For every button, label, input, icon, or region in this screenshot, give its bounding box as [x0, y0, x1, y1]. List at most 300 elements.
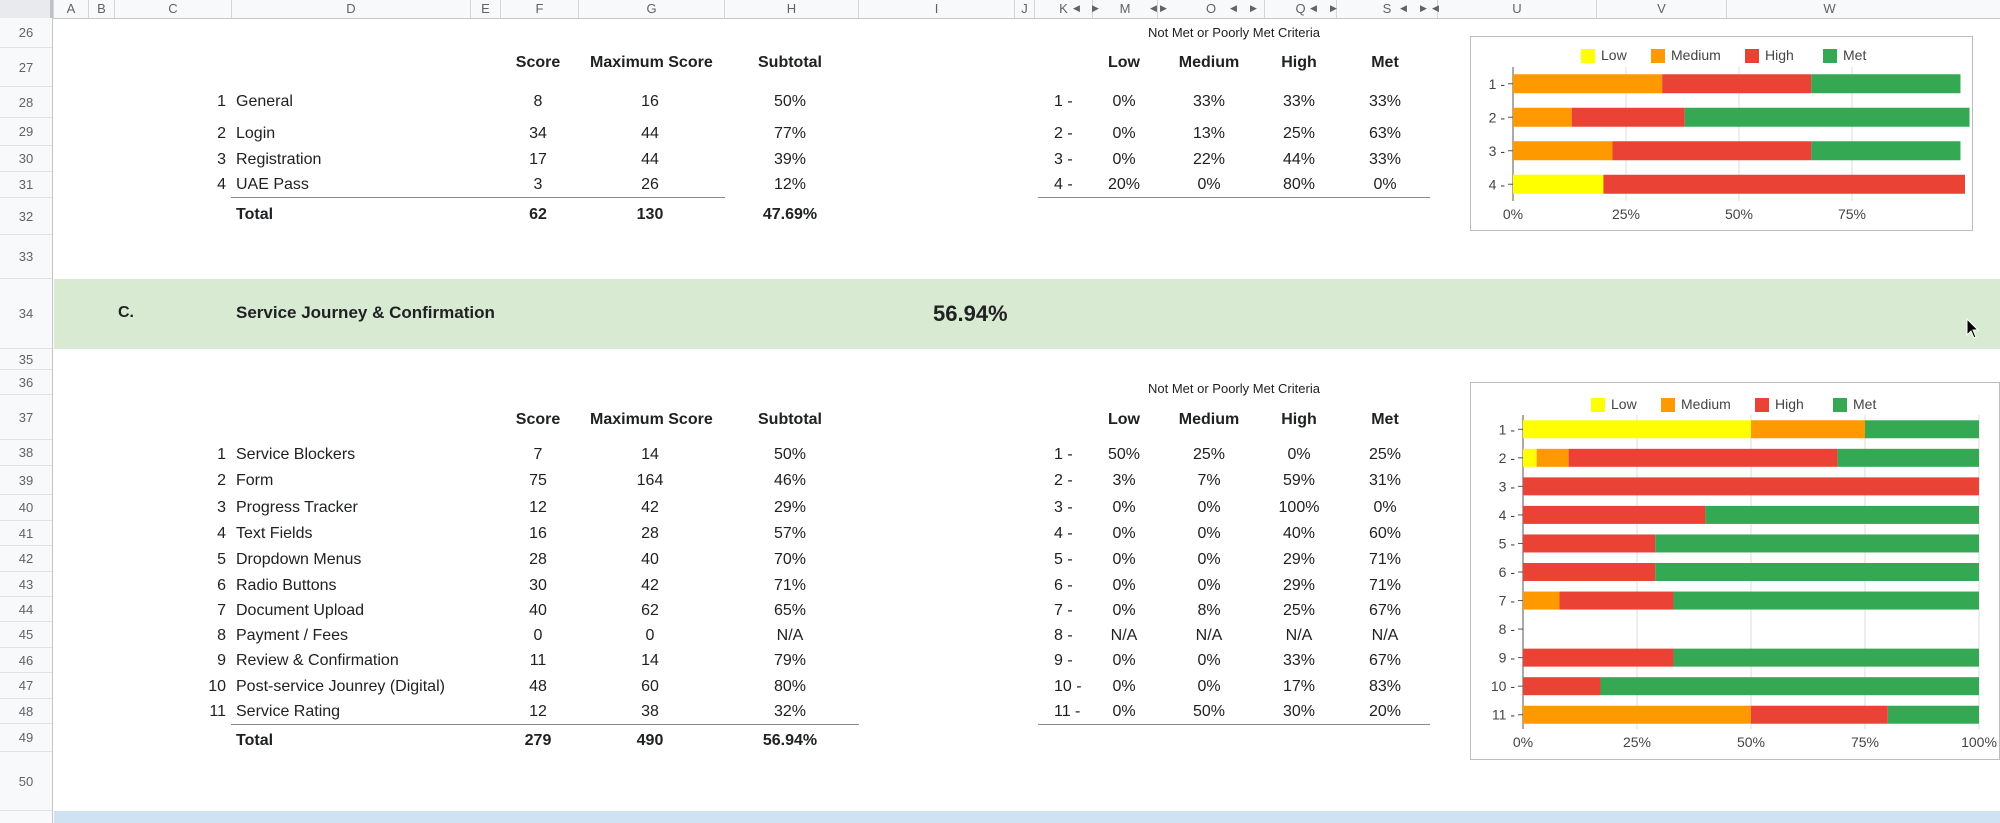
section-letter: C.: [118, 304, 134, 321]
section1-criteria-caption: Not Met or Poorly Met Criteria: [1148, 25, 1320, 40]
row-header-42[interactable]: 42: [0, 546, 52, 572]
bar-high: [1612, 141, 1811, 160]
section2-item-max: 164: [636, 472, 664, 489]
section2-header-high: High: [1281, 411, 1317, 428]
y-tick-label: 11 -: [1491, 706, 1515, 723]
section1-header-low: Low: [1108, 54, 1140, 71]
section2-header-medium: Medium: [1178, 411, 1240, 428]
section1-item-name: Registration: [236, 151, 322, 168]
section2-item-index: 4 -: [1054, 525, 1073, 542]
section2-item-subtotal: 29%: [773, 499, 807, 516]
section2-item-name: Progress Tracker: [236, 499, 358, 516]
section1-header-score: Score: [515, 54, 561, 71]
row-header-37[interactable]: 37: [0, 395, 52, 440]
chart-2-container[interactable]: [1470, 382, 2000, 760]
section1-item-score: 8: [533, 93, 543, 110]
section1-item-subtotal: 50%: [773, 93, 807, 110]
section2-item-name: Review & Confirmation: [236, 652, 399, 669]
legend-label-met: Met: [1843, 47, 1867, 63]
x-tick-label: 0%: [1512, 734, 1534, 750]
bar-high: [1523, 477, 1979, 495]
column-header-q[interactable]: Q: [1264, 0, 1336, 18]
section2-item-medium: 25%: [1192, 446, 1226, 463]
row-header-33[interactable]: 33: [0, 235, 52, 279]
x-tick-label: 0%: [1502, 206, 1524, 222]
row-header-46[interactable]: 46: [0, 648, 52, 673]
legend-label-low: Low: [1611, 396, 1637, 412]
bar-high: [1603, 175, 1965, 194]
bar-met: [1655, 534, 1979, 552]
section2-item-number: 8: [217, 627, 226, 644]
column-header-h[interactable]: H: [724, 0, 858, 18]
column-header-d[interactable]: D: [231, 0, 470, 18]
legend-swatch: [1591, 398, 1605, 412]
bar-high: [1523, 534, 1655, 552]
section2-total-label: Total: [236, 732, 274, 749]
column-header-s[interactable]: S: [1336, 0, 1437, 18]
section1-item-name: General: [236, 93, 293, 110]
section1-header-met: Met: [1371, 54, 1399, 71]
section1-total-subtotal: 47.69%: [762, 206, 818, 223]
y-tick-label: 3 -: [1498, 478, 1515, 495]
section1-item-index: 3 -: [1054, 151, 1073, 168]
y-tick-label: 8 -: [1498, 621, 1515, 638]
section2-item-max: 60: [641, 678, 659, 695]
legend-swatch: [1755, 398, 1769, 412]
y-tick-label: 6 -: [1498, 564, 1515, 580]
section2-total-subtotal: 56.94%: [762, 732, 818, 749]
chart-1: [1471, 37, 1974, 232]
row-header-31[interactable]: 31: [0, 172, 52, 198]
section1-item-high: 33%: [1282, 93, 1316, 110]
section1-item-max: 44: [641, 151, 659, 168]
section1-item-low: 0%: [1112, 125, 1136, 142]
bar-high: [1523, 563, 1655, 581]
bar-met: [1865, 420, 1979, 438]
section2-item-number: 3: [217, 499, 226, 516]
x-tick-label: 100%: [1961, 734, 1997, 750]
section2-item-met: 60%: [1368, 525, 1402, 542]
chart-1-container[interactable]: [1470, 36, 1973, 231]
legend-label-high: High: [1765, 47, 1794, 63]
y-tick-label: 4 -: [1498, 506, 1515, 523]
row-header-bar: [0, 18, 53, 823]
section2-item-index: 10 -: [1054, 678, 1082, 695]
expand-arrow-icon[interactable]: ▶: [1420, 3, 1427, 13]
row-header-48[interactable]: 48: [0, 699, 52, 724]
column-header-i[interactable]: I: [858, 0, 1014, 18]
section2-item-medium: 7%: [1197, 472, 1221, 489]
section1-item-met: 33%: [1368, 151, 1402, 168]
section1-item-met: 33%: [1368, 93, 1402, 110]
bar-medium: [1523, 706, 1751, 724]
section2-item-index: 1 -: [1054, 446, 1073, 463]
bar-high: [1569, 449, 1838, 467]
section2-item-number: 7: [217, 602, 226, 619]
section2-item-high: 30%: [1282, 703, 1316, 720]
bar-high: [1559, 592, 1673, 610]
section2-item-high: 25%: [1282, 602, 1316, 619]
section2-item-subtotal: 70%: [773, 551, 807, 568]
section1-item-met: 0%: [1373, 176, 1397, 193]
section2-item-medium: 0%: [1197, 652, 1221, 669]
section2-item-max: 28: [641, 525, 659, 542]
column-header-a[interactable]: A: [53, 0, 88, 18]
section1-item-index: 1 -: [1054, 93, 1073, 110]
expand-arrow-icon[interactable]: ▶: [1160, 3, 1167, 13]
section1-criteria-divider: [1038, 197, 1430, 198]
row-header-47[interactable]: 47: [0, 673, 52, 699]
section2-item-max: 40: [641, 551, 659, 568]
section2-header-low: Low: [1108, 411, 1140, 428]
section2-item-name: Post-service Jounrey (Digital): [236, 678, 445, 695]
section2-item-number: 9: [217, 652, 226, 669]
section2-item-subtotal: 71%: [773, 577, 807, 594]
expand-arrow-icon[interactable]: ▶: [1092, 3, 1099, 13]
section2-item-number: 11: [209, 703, 226, 720]
section2-item-high: 33%: [1282, 652, 1316, 669]
section2-item-score: 16: [529, 525, 547, 542]
section1-header-subtotal: Subtotal: [758, 54, 822, 71]
collapse-arrow-icon[interactable]: ◀: [1432, 3, 1439, 13]
section1-item-high: 80%: [1282, 176, 1316, 193]
section1-item-number: 2: [217, 125, 226, 142]
section2-item-index: 6 -: [1054, 577, 1073, 594]
x-tick-label: 25%: [1611, 206, 1641, 222]
column-header-bar: [0, 0, 2000, 19]
section2-item-index: 11 -: [1054, 703, 1081, 720]
expand-arrow-icon[interactable]: ▶: [1250, 3, 1257, 13]
bar-met: [1655, 563, 1979, 581]
section1-item-score: 3: [533, 176, 543, 193]
row-header-32[interactable]: 32: [0, 198, 52, 235]
section2-item-subtotal: N/A: [776, 627, 804, 644]
section2-item-met: 71%: [1368, 577, 1402, 594]
section2-item-number: 4: [217, 525, 226, 542]
row-header-39[interactable]: 39: [0, 466, 52, 495]
section1-item-medium: 13%: [1192, 125, 1226, 142]
row-header-28[interactable]: 28: [0, 87, 52, 118]
legend-swatch: [1661, 398, 1675, 412]
bar-medium: [1513, 141, 1612, 160]
section2-item-medium: 0%: [1197, 678, 1221, 695]
section2-item-low: 0%: [1112, 602, 1136, 619]
section1-item-met: 63%: [1368, 125, 1402, 142]
section1-item-medium: 22%: [1192, 151, 1226, 168]
section2-item-low: 0%: [1112, 551, 1136, 568]
y-tick-label: 9 -: [1498, 649, 1515, 666]
legend-label-low: Low: [1601, 47, 1627, 63]
section2-item-score: 30: [529, 577, 547, 594]
section2-header-met: Met: [1371, 411, 1399, 428]
section2-criteria-divider: [1038, 724, 1430, 725]
row-header-30[interactable]: 30: [0, 146, 52, 172]
bar-met: [1838, 449, 1979, 467]
section2-item-low: 0%: [1112, 499, 1136, 516]
section1-item-max: 26: [641, 176, 659, 193]
section2-item-met: 67%: [1368, 652, 1402, 669]
section2-item-name: Document Upload: [236, 602, 365, 619]
section1-total-max: 130: [636, 206, 664, 223]
section2-item-name: Form: [236, 472, 274, 489]
bar-met: [1685, 108, 1970, 127]
section2-item-subtotal: 80%: [773, 678, 807, 695]
section1-header-high: High: [1281, 54, 1317, 71]
column-header-c[interactable]: C: [114, 0, 231, 18]
section2-item-medium: 0%: [1197, 499, 1221, 516]
legend-swatch: [1833, 398, 1847, 412]
bar-met: [1811, 74, 1960, 93]
legend-label-medium: Medium: [1681, 396, 1731, 412]
section2-item-score: 0: [533, 627, 543, 644]
row-header-34[interactable]: 34: [0, 279, 52, 349]
row-header-40[interactable]: 40: [0, 495, 52, 521]
section2-item-max: 42: [641, 577, 659, 594]
section2-item-low: 3%: [1112, 472, 1136, 489]
section2-item-number: 5: [217, 551, 226, 568]
section-score: 56.94%: [933, 301, 1008, 326]
section2-item-met: 25%: [1368, 446, 1402, 463]
section1-item-subtotal: 39%: [773, 151, 807, 168]
bar-low: [1513, 175, 1603, 194]
section2-header-score: Score: [515, 411, 561, 428]
x-tick-label: 75%: [1850, 734, 1880, 750]
column-header-v[interactable]: V: [1596, 0, 1726, 18]
section2-item-low: 0%: [1112, 652, 1136, 669]
section2-item-score: 11: [529, 652, 547, 669]
section2-item-max: 14: [641, 446, 659, 463]
section2-item-name: Radio Buttons: [236, 577, 337, 594]
bar-high: [1572, 108, 1685, 127]
row-header-41[interactable]: 41: [0, 521, 52, 546]
collapse-arrow-icon[interactable]: ◀: [1150, 3, 1157, 13]
section2-item-high: 59%: [1282, 472, 1316, 489]
section1-item-name: Login: [236, 125, 276, 142]
section2-item-number: 1: [217, 446, 226, 463]
section2-item-score: 12: [529, 499, 547, 516]
legend-label-met: Met: [1853, 396, 1877, 412]
bar-medium: [1523, 592, 1559, 610]
column-header-j[interactable]: J: [1014, 0, 1034, 18]
bar-met: [1888, 706, 1979, 724]
row-header-36[interactable]: 36: [0, 370, 52, 395]
section2-item-number: 10: [208, 678, 226, 695]
section1-item-number: 3: [217, 151, 226, 168]
column-header-w[interactable]: W: [1726, 0, 1932, 18]
section2-item-index: 8 -: [1054, 627, 1073, 644]
section2-total-max: 490: [636, 732, 664, 749]
section2-item-medium: 0%: [1197, 525, 1221, 542]
x-tick-label: 50%: [1724, 206, 1754, 222]
section1-header-medium: Medium: [1178, 54, 1240, 71]
legend-swatch: [1823, 49, 1837, 63]
section2-item-met: 71%: [1368, 551, 1402, 568]
section2-item-score: 40: [529, 602, 547, 619]
legend-label-medium: Medium: [1671, 47, 1721, 63]
section2-item-low: 50%: [1107, 446, 1141, 463]
section2-header-subtotal: Subtotal: [758, 411, 822, 428]
bar-high: [1662, 74, 1811, 93]
section2-item-medium: 8%: [1197, 602, 1221, 619]
section1-total-label: Total: [236, 206, 274, 223]
section2-item-low: N/A: [1110, 627, 1138, 644]
section2-item-high: N/A: [1285, 627, 1313, 644]
legend-label-high: High: [1775, 396, 1804, 412]
column-header-b[interactable]: B: [88, 0, 114, 18]
section2-item-high: 17%: [1282, 678, 1316, 695]
section2-item-subtotal: 46%: [773, 472, 807, 489]
expand-arrow-icon[interactable]: ▶: [1330, 3, 1337, 13]
legend-swatch: [1581, 49, 1595, 63]
row-header-38[interactable]: 38: [0, 440, 52, 466]
section2-item-high: 29%: [1282, 551, 1316, 568]
section2-item-medium: 0%: [1197, 551, 1221, 568]
bar-low: [1523, 449, 1537, 467]
section1-item-max: 16: [641, 93, 659, 110]
section2-item-low: 0%: [1112, 678, 1136, 695]
section2-item-high: 100%: [1278, 499, 1320, 516]
row-header-50[interactable]: 50: [0, 752, 52, 811]
section2-item-number: 6: [217, 577, 226, 594]
bar-medium: [1513, 108, 1572, 127]
section2-item-index: 3 -: [1054, 499, 1073, 516]
row-header-27[interactable]: 27: [0, 48, 52, 87]
y-tick-label: 1 -: [1498, 421, 1515, 438]
section2-item-score: 12: [529, 703, 547, 720]
section2-item-index: 9 -: [1054, 652, 1073, 669]
collapse-arrow-icon[interactable]: ◀: [1400, 3, 1407, 13]
section2-item-max: 42: [641, 499, 659, 516]
section1-item-max: 44: [641, 125, 659, 142]
section-band-blue: [54, 811, 2000, 823]
section2-item-index: 7 -: [1054, 602, 1073, 619]
column-header-o[interactable]: O: [1157, 0, 1264, 18]
section2-header-max: Maximum Score: [590, 411, 713, 428]
section1-item-low: 0%: [1112, 151, 1136, 168]
row-header-43[interactable]: 43: [0, 572, 52, 597]
bar-met: [1811, 141, 1960, 160]
section2-item-medium: N/A: [1195, 627, 1223, 644]
mouse-cursor-icon: [1966, 318, 1980, 340]
y-tick-label: 4 -: [1488, 176, 1505, 193]
y-tick-label: 10 -: [1490, 678, 1515, 695]
x-tick-label: 75%: [1837, 206, 1867, 222]
y-tick-label: 3 -: [1488, 142, 1505, 159]
bar-high: [1523, 649, 1673, 667]
column-header-g[interactable]: G: [578, 0, 724, 18]
bar-low: [1523, 420, 1751, 438]
section1-item-high: 25%: [1282, 125, 1316, 142]
section2-item-score: 75: [529, 472, 547, 489]
section2-item-max: 62: [641, 602, 659, 619]
section1-item-score: 34: [529, 125, 547, 142]
section1-item-index: 2 -: [1054, 125, 1073, 142]
section2-item-medium: 0%: [1197, 577, 1221, 594]
bar-high: [1523, 677, 1601, 695]
section1-item-score: 17: [529, 151, 547, 168]
section-title: Service Journey & Confirmation: [236, 303, 495, 322]
row-header-45[interactable]: 45: [0, 622, 52, 648]
y-tick-label: 2 -: [1488, 109, 1505, 126]
select-all-corner[interactable]: [0, 0, 53, 18]
section2-item-met: N/A: [1371, 627, 1399, 644]
y-tick-label: 5 -: [1498, 535, 1515, 552]
section1-item-subtotal: 12%: [773, 176, 807, 193]
x-tick-label: 50%: [1736, 734, 1766, 750]
chart-2: [1471, 383, 2000, 761]
section1-item-subtotal: 77%: [773, 125, 807, 142]
section2-item-high: 0%: [1287, 446, 1311, 463]
column-header-k[interactable]: K: [1034, 0, 1092, 18]
y-tick-label: 7 -: [1498, 592, 1515, 609]
section2-item-medium: 50%: [1192, 703, 1226, 720]
section2-total-score: 279: [524, 732, 552, 749]
bar-met: [1601, 677, 1979, 695]
section1-item-index: 4 -: [1054, 176, 1073, 193]
section2-item-name: Service Blockers: [236, 446, 356, 463]
section1-total-divider: [231, 197, 725, 198]
section2-item-name: Dropdown Menus: [236, 551, 362, 568]
section2-total-divider: [231, 724, 859, 725]
section2-item-low: 0%: [1112, 703, 1136, 720]
collapse-arrow-icon[interactable]: ◀: [1073, 3, 1080, 13]
section2-item-max: 0: [645, 627, 655, 644]
section2-item-max: 38: [641, 703, 659, 720]
y-tick-label: 1 -: [1488, 75, 1505, 92]
section2-item-score: 28: [529, 551, 547, 568]
section2-item-high: 40%: [1282, 525, 1316, 542]
section2-item-met: 31%: [1368, 472, 1402, 489]
section2-item-met: 20%: [1368, 703, 1402, 720]
row-header-49[interactable]: 49: [0, 724, 52, 752]
column-header-f[interactable]: F: [500, 0, 578, 18]
section1-item-name: UAE Pass: [236, 176, 309, 193]
section2-item-met: 67%: [1368, 602, 1402, 619]
section1-header-max: Maximum Score: [590, 54, 713, 71]
bar-medium: [1537, 449, 1569, 467]
section2-item-index: 5 -: [1054, 551, 1073, 568]
legend-swatch: [1651, 49, 1665, 63]
section2-item-met: 83%: [1368, 678, 1402, 695]
section2-item-score: 48: [529, 678, 547, 695]
collapse-arrow-icon[interactable]: ◀: [1310, 3, 1317, 13]
section2-item-low: 0%: [1112, 525, 1136, 542]
collapse-arrow-icon[interactable]: ◀: [1230, 3, 1237, 13]
section2-item-subtotal: 57%: [773, 525, 807, 542]
row-header-26[interactable]: 26: [0, 18, 52, 48]
y-tick-label: 2 -: [1498, 449, 1515, 466]
row-header-35[interactable]: 35: [0, 349, 52, 370]
section1-item-medium: 33%: [1192, 93, 1226, 110]
section2-item-number: 2: [217, 472, 226, 489]
row-header-29[interactable]: 29: [0, 118, 52, 146]
section2-item-max: 14: [641, 652, 659, 669]
row-header-44[interactable]: 44: [0, 597, 52, 622]
section2-item-subtotal: 65%: [773, 602, 807, 619]
column-header-m[interactable]: M: [1092, 0, 1157, 18]
section2-item-name: Payment / Fees: [236, 627, 349, 644]
bar-medium: [1751, 420, 1865, 438]
section2-item-index: 2 -: [1054, 472, 1073, 489]
section2-item-subtotal: 32%: [773, 703, 807, 720]
section1-item-low: 0%: [1112, 93, 1136, 110]
bar-high: [1523, 506, 1705, 524]
x-tick-label: 25%: [1622, 734, 1652, 750]
legend-swatch: [1745, 49, 1759, 63]
column-header-e[interactable]: E: [470, 0, 500, 18]
section2-item-subtotal: 50%: [773, 446, 807, 463]
column-header-u[interactable]: U: [1437, 0, 1596, 18]
